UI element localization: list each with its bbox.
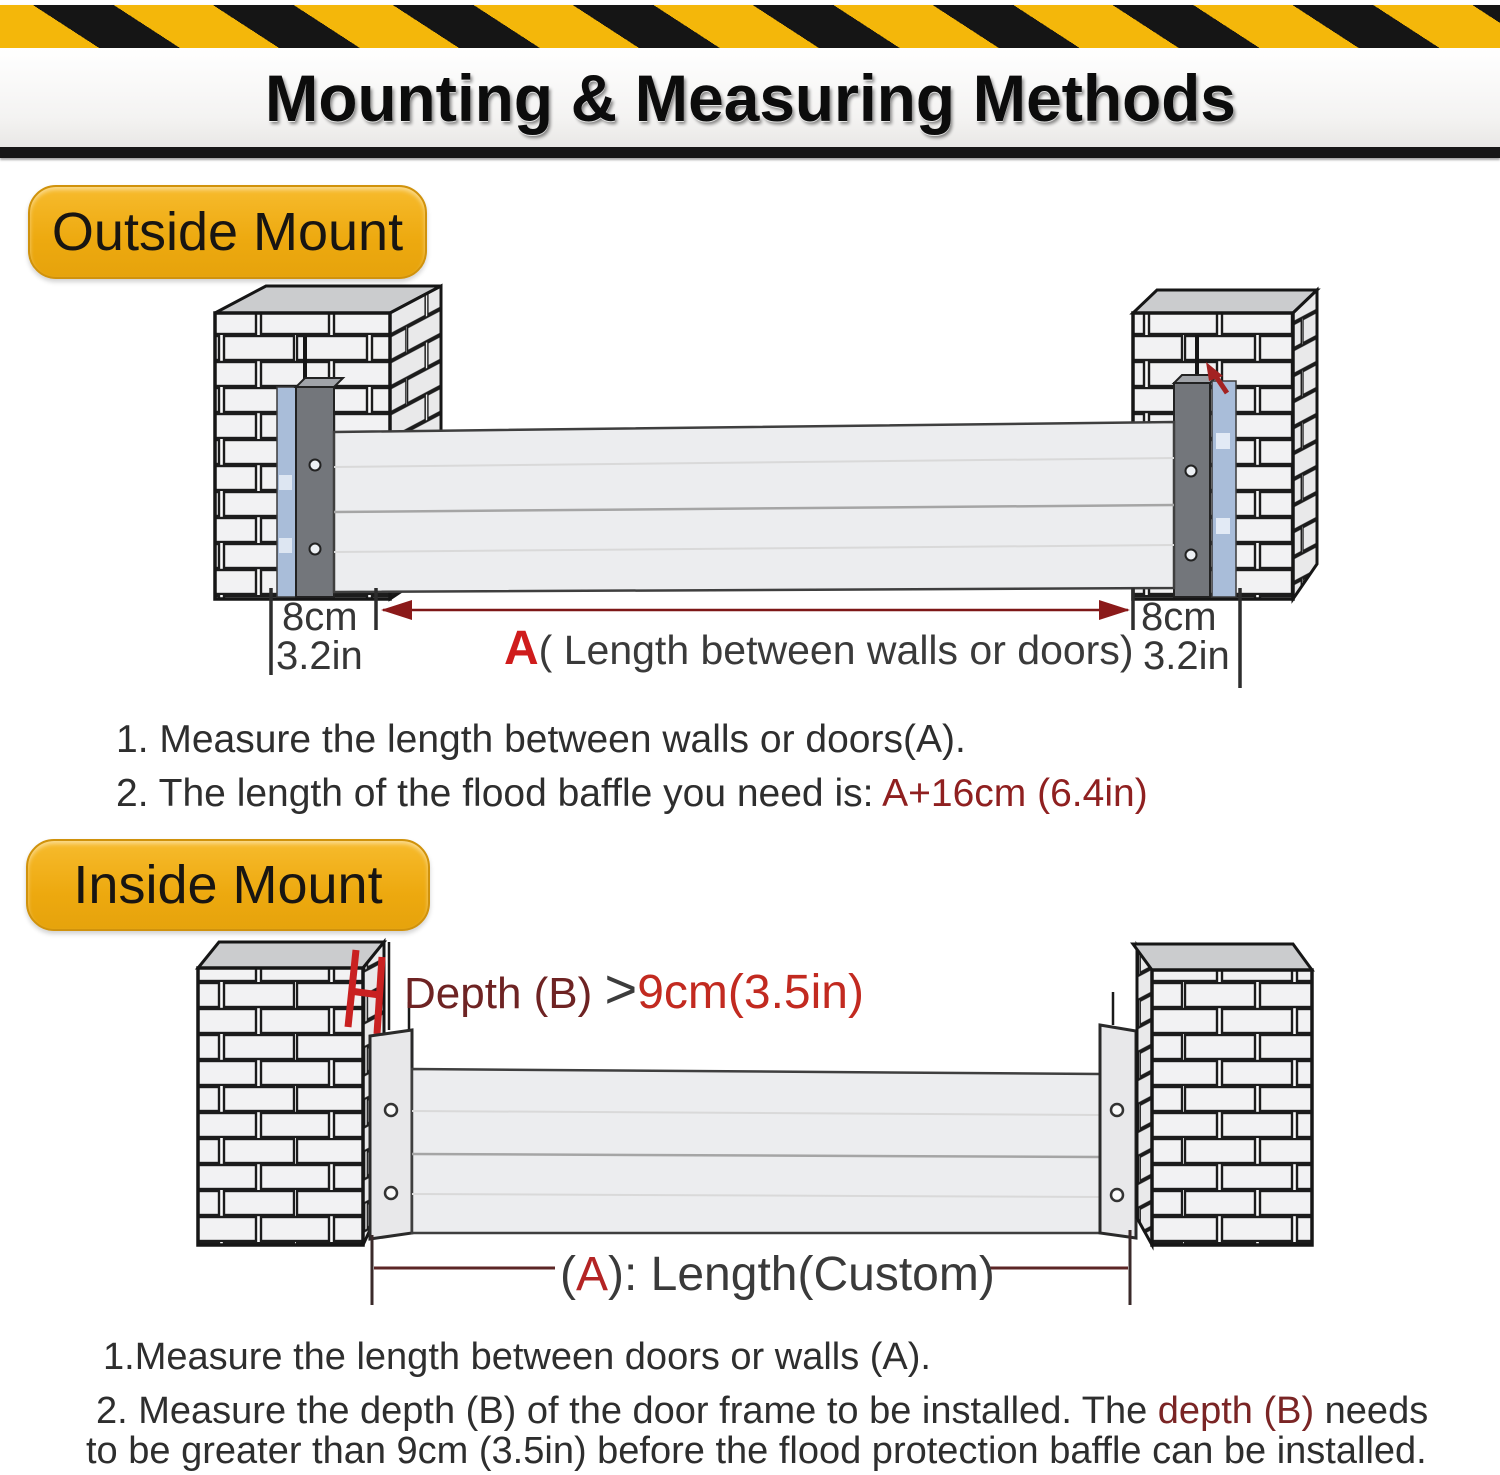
dim-right-in: 3.2in	[1143, 634, 1230, 678]
screw-hole	[385, 1104, 397, 1116]
title-band	[0, 48, 1500, 147]
outside-dimension	[271, 588, 1240, 688]
outside-step-1: 1. Measure the length between walls or doors(A).	[116, 718, 966, 761]
dim-left-in: 3.2in	[276, 634, 363, 678]
dim-left-cm: 8cm	[282, 595, 358, 639]
screw-hole	[1186, 550, 1197, 561]
left-seal-strip	[277, 387, 296, 597]
screw-hole	[1111, 1104, 1123, 1116]
inside-mount-diagram	[0, 930, 1500, 1330]
inside-dimension	[372, 1230, 1130, 1305]
outside-mount-badge-label: Outside Mount	[51, 202, 404, 262]
outside-step-2	[116, 772, 1148, 816]
left-mounting-plate	[370, 1030, 412, 1239]
inside-step-2	[96, 1390, 1428, 1433]
divider-bar	[0, 147, 1500, 158]
outside-step-2-text: 2. The length of the flood baffle you need is:	[116, 772, 883, 815]
screw-hole	[1111, 1189, 1123, 1201]
dimension-arrow	[381, 600, 1130, 620]
flood-barrier	[334, 422, 1174, 592]
screw-hole	[1186, 466, 1197, 477]
length-dimension-label: (A): Length(Custom)	[560, 1248, 995, 1301]
inside-step-2-suffix: needs	[1314, 1390, 1429, 1432]
inside-right-pillar	[1133, 944, 1312, 1245]
right-seal-strip	[1212, 381, 1236, 597]
screw-hole	[310, 544, 321, 555]
inside-left-pillar	[198, 942, 384, 1245]
inside-step-2-text: 2. Measure the depth (B) of the door frame to be installed. The	[96, 1390, 1158, 1432]
inside-step-2-highlight: depth (B)	[1157, 1390, 1315, 1432]
hazard-stripe-banner	[0, 5, 1500, 48]
outside-mount-diagram	[0, 283, 1500, 715]
outside-mount-badge	[28, 185, 427, 279]
screw-hole	[310, 460, 321, 471]
dim-span-label: A( Length between walls or doors)	[504, 622, 1134, 675]
screw-hole	[385, 1187, 397, 1199]
outside-step-2-value: A+16cm (6.4in)	[882, 772, 1148, 815]
inside-mount-badge-label: Inside Mount	[73, 855, 383, 915]
inside-mount-badge	[26, 839, 430, 931]
flood-barrier	[412, 1069, 1100, 1233]
dim-right-cm: 8cm	[1141, 595, 1217, 639]
inside-step-3: to be greater than 9cm (3.5in) before the flood protection baffle can be installed.	[86, 1430, 1427, 1472]
depth-label: Depth (B) >9cm(3.5in)	[404, 957, 864, 1020]
right-mounting-plate	[1100, 1025, 1136, 1238]
inside-step-1: 1.Measure the length between doors or walls (A).	[103, 1336, 931, 1378]
page-title: Mounting & Measuring Methods	[264, 60, 1236, 135]
